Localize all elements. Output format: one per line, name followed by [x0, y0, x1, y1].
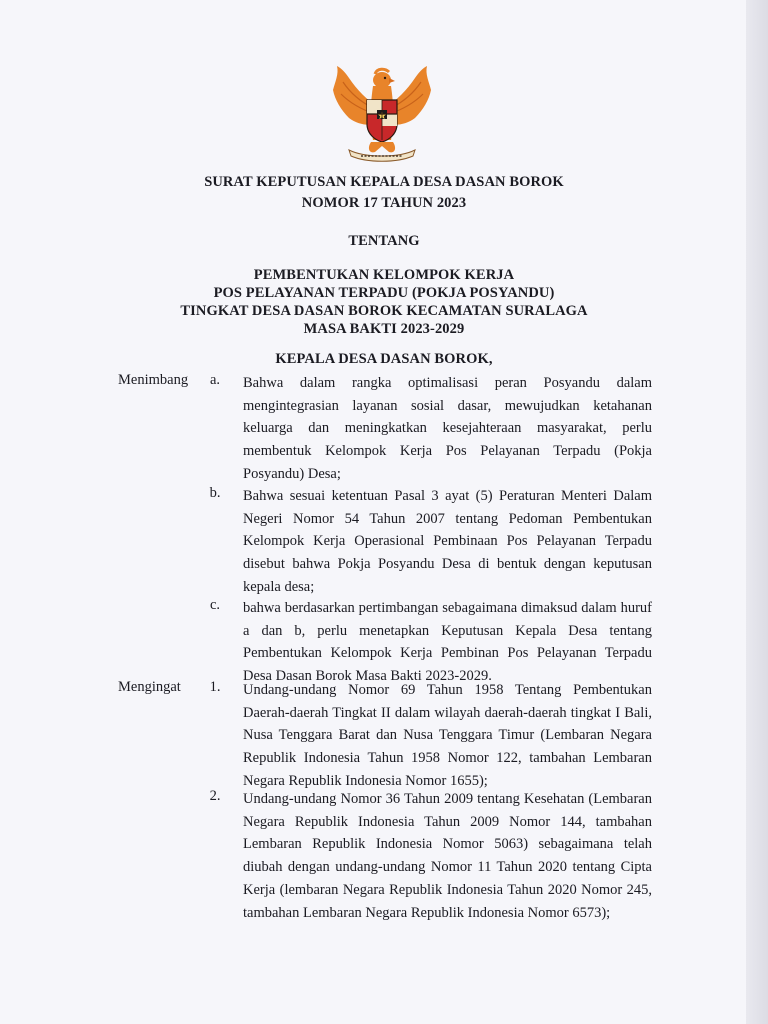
decree-number: NOMOR 17 TAHUN 2023 [301, 195, 467, 211]
considering-item-b: Bahwa sesuai ketentuan Pasal 3 ayat (5) Peraturan Menteri Dalam Negeri Nomor 54 Tahun 2007 tentang Pedoman Pembentukan Kelompok Kerja Operasional Pembinaan Pos Pelayanan Terpadu disebut bahwa Pokja Posyandu Desa di bentuk dengan keputusan kepala desa; [243, 488, 652, 595]
official-heading: KEPALA DESA DASAN BOROK, [275, 351, 493, 367]
subject-line: TINGKAT DESA DASAN BOROK KECAMATAN SURALAGA [180, 303, 588, 319]
legal-basis-item-2: Undang-undang Nomor 36 Tahun 2009 tentang Kesehatan (Lembaran Negara Republik Indonesia Tahun 2009 Nomor 144, tambahan Lembaran Republik Indonesia Nomor 5063) sebagaimana telah diubah dengan undang-undang Nomor 11 Tahun 2020 tentang Cipta Kerja (lembaran Negara Republik Indonesia Tahun 2020 Nomor 245, tambahan Lembaran Negara Republik Indonesia Nomor 6573); [243, 791, 652, 921]
subject-line: MASA BAKTI 2023-2029 [303, 321, 465, 337]
mengingat-label: Mengingat [118, 679, 181, 695]
legal-basis-item-1: Undang-undang Nomor 69 Tahun 1958 Tentang Pembentukan Daerah-daerah Tingkat II dalam wilayah daerah-daerah tingkat I Bali, Nusa Tenggara Barat dan Nusa Tenggara Timur (Lembaran Negara Republik Indonesia Tahun 1958 Nomor 122, tambahan Lembaran Negara Republik Indonesia Nomor 1655); [243, 682, 652, 789]
list-marker: 2. [209, 788, 221, 804]
considering-item-c: bahwa berdasarkan pertimbangan sebagaimana dimaksud dalam huruf a dan b, perlu menetapkan Keputusan Kepala Desa tentang Pembentukan Kelompok Kerja Pembinan Pos Pelayanan Terpadu Desa Dasan Borok Masa Bakti 2023-2029. [243, 600, 652, 685]
tentang-heading: TENTANG [348, 233, 420, 249]
list-marker: 1. [209, 679, 221, 695]
list-marker: b. [209, 485, 221, 501]
decree-title: SURAT KEPUTUSAN KEPALA DESA DASAN BOROK [204, 174, 564, 190]
garuda-pancasila-emblem-icon [327, 60, 437, 164]
considering-item-a: Bahwa dalam rangka optimalisasi peran Posyandu dalam mengintegrasian layanan sosial dasar, mewujudkan ketahanan keluarga dan meningkatkan kesejahteraan masyarakat, perlu membentuk Kelompok Kerja Pos Pelayanan Terpadu (Pokja Posyandu) Desa; [243, 375, 652, 482]
list-marker: a. [209, 372, 221, 388]
menimbang-label: Menimbang [118, 372, 189, 388]
page-edge [746, 0, 768, 1024]
subject-line: PEMBENTUKAN KELOMPOK KERJA [253, 267, 515, 283]
subject-line: POS PELAYANAN TERPADU (POKJA POSYANDU) [213, 285, 555, 301]
list-marker: c. [209, 597, 221, 613]
